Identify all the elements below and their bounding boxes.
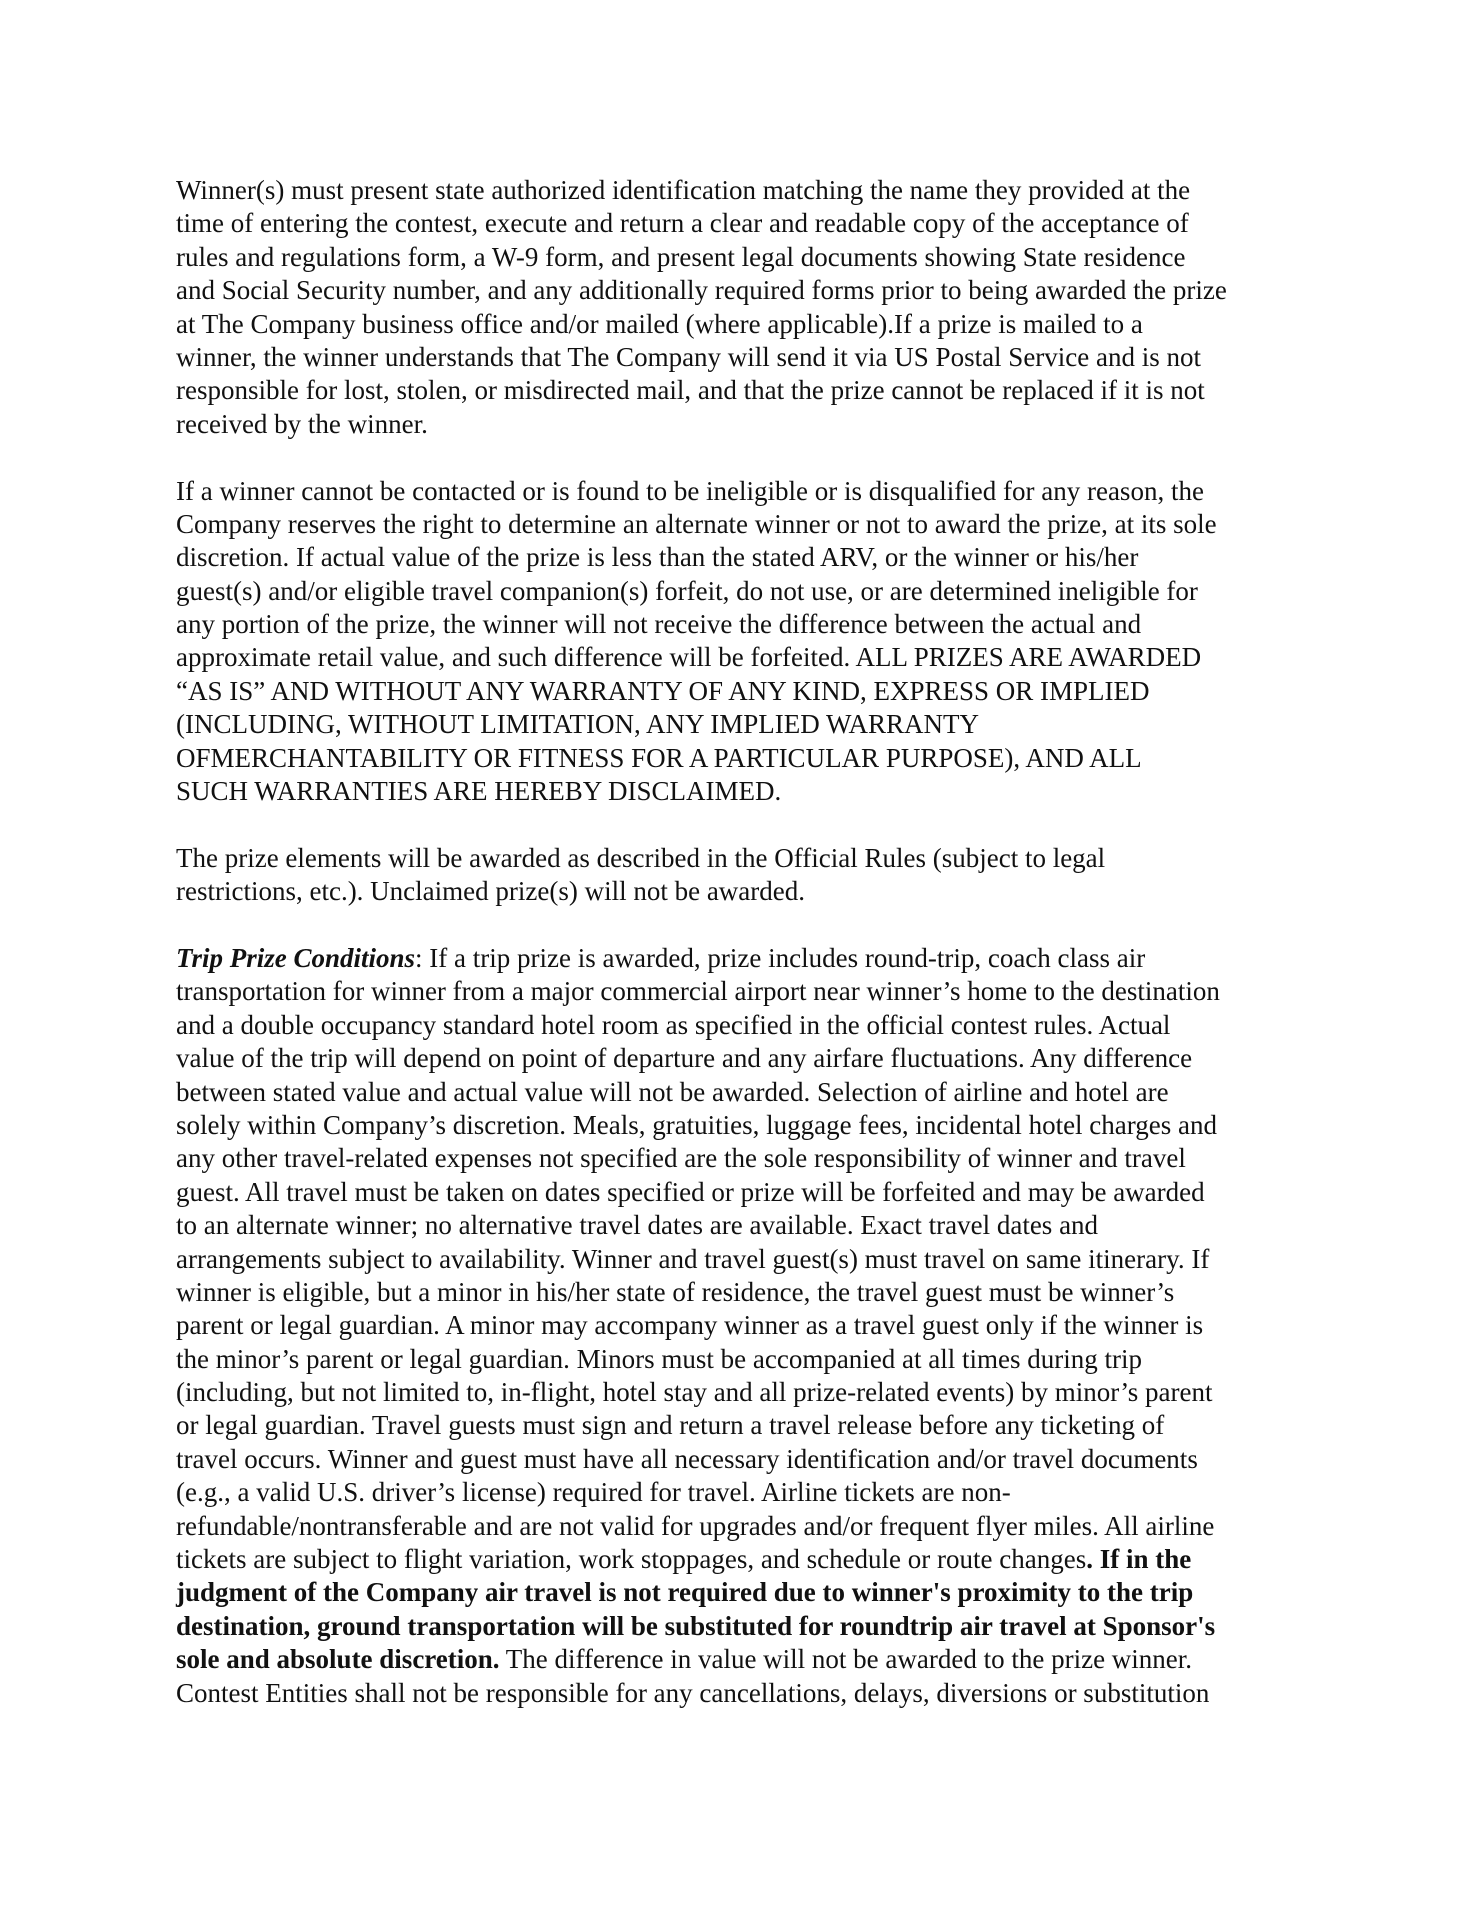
paragraph-spacer xyxy=(176,909,1316,942)
text-line: the minor’s parent or legal guardian. Minors must be accompanied at all times during trip xyxy=(176,1343,1143,1374)
text-line: refundable/nontransferable and are not valid for upgrades and/or frequent flyer miles. All airline xyxy=(176,1510,1215,1541)
text-line: winner is eligible, but a minor in his/her state of residence, the travel guest must be winner’s xyxy=(176,1276,1175,1307)
text-line: any other travel-related expenses not specified are the sole responsibility of winner and travel xyxy=(176,1143,1186,1174)
text-line: winner, the winner understands that The Company will send it via US Postal Service and is not xyxy=(176,341,1202,372)
text-line: guest(s) and/or eligible travel companion(s) forfeit, do not use, or are determined ineligible for xyxy=(176,575,1198,606)
text-line: guest. All travel must be taken on dates specified or prize will be forfeited and may be awarded xyxy=(176,1176,1205,1207)
text-span: The difference in value will not be awarded to the prize winner. xyxy=(499,1644,1193,1675)
section-heading: Trip Prize Conditions xyxy=(176,942,416,973)
paragraph-winner-identification xyxy=(176,174,1316,441)
text-line: parent or legal guardian. A minor may accompany winner as a travel guest only if the winner is xyxy=(176,1310,1204,1341)
text-line: Contest Entities shall not be responsible for any cancellations, delays, diversions or substitution xyxy=(176,1677,1210,1708)
text-line: transportation for winner from a major commercial airport near winner’s home to the destination xyxy=(176,976,1220,1007)
text-line: If a winner cannot be contacted or is found to be ineligible or is disqualified for any reason, the xyxy=(176,475,1204,506)
bold-text-line: destination, ground transportation will be substituted for roundtrip air travel at Sponsor's xyxy=(176,1610,1216,1641)
text-line xyxy=(176,1543,1316,1576)
paragraph-prize-elements xyxy=(176,842,1316,909)
text-line: Company reserves the right to determine an alternate winner or not to award the prize, at its sole xyxy=(176,508,1217,539)
paragraph-spacer xyxy=(176,808,1316,841)
text-line: Winner(s) must present state authorized identification matching the name they provided at the xyxy=(176,175,1191,205)
text-line: any portion of the prize, the winner will not receive the difference between the actual and xyxy=(176,609,1142,640)
text-line: approximate retail value, and such difference will be forfeited. ALL PRIZES ARE AWARDED xyxy=(176,642,1202,673)
text-line: SUCH WARRANTIES ARE HEREBY DISCLAIMED. xyxy=(176,776,782,807)
text-line xyxy=(176,1643,1316,1676)
text-line: “AS IS” AND WITHOUT ANY WARRANTY OF ANY KIND, EXPRESS OR IMPLIED xyxy=(176,675,1150,706)
text-line: and Social Security number, and any additionally required forms prior to being awarded the prize xyxy=(176,275,1227,306)
text-line: The prize elements will be awarded as described in the Official Rules (subject to legal xyxy=(176,842,1106,873)
bold-text-span: . If in the xyxy=(1086,1544,1192,1575)
document-body xyxy=(176,174,1316,1710)
text-line: to an alternate winner; no alternative travel dates are available. Exact travel dates and xyxy=(176,1210,1099,1241)
paragraph-spacer xyxy=(176,441,1316,474)
text-line: restrictions, etc.). Unclaimed prize(s) will not be awarded. xyxy=(176,876,806,907)
text-line: (including, but not limited to, in-flight, hotel stay and all prize-related events) by minor’s parent xyxy=(176,1377,1213,1408)
bold-text-span: sole and absolute discretion. xyxy=(176,1644,500,1675)
text-line xyxy=(176,942,1316,975)
paragraph-alternate-winner xyxy=(176,475,1316,809)
text-span: : If a trip prize is awarded, prize includes round-trip, coach class air xyxy=(415,942,1146,973)
text-line: solely within Company’s discretion. Meals, gratuities, luggage fees, incidental hotel charges and xyxy=(176,1109,1218,1140)
text-line: value of the trip will depend on point of departure and any airfare fluctuations. Any difference xyxy=(176,1043,1193,1074)
text-line: and a double occupancy standard hotel room as specified in the official contest rules. Actual xyxy=(176,1009,1171,1040)
paragraph-trip-prize-conditions xyxy=(176,942,1316,1710)
text-line: (INCLUDING, WITHOUT LIMITATION, ANY IMPLIED WARRANTY xyxy=(176,709,979,740)
text-line: OFMERCHANTABILITY OR FITNESS FOR A PARTICULAR PURPOSE), AND ALL xyxy=(176,742,1142,773)
text-line: responsible for lost, stolen, or misdirected mail, and that the prize cannot be replaced if it is not xyxy=(176,375,1205,406)
text-line: travel occurs. Winner and guest must have all necessary identification and/or travel documents xyxy=(176,1443,1198,1474)
bold-text-line: judgment of the Company air travel is not required due to winner's proximity to the trip xyxy=(176,1577,1194,1608)
text-line: arrangements subject to availability. Winner and travel guest(s) must travel on same itinerary. If xyxy=(176,1243,1210,1274)
text-line: discretion. If actual value of the prize is less than the stated ARV, or the winner or his/her xyxy=(176,542,1139,573)
text-line: received by the winner. xyxy=(176,408,428,439)
text-line: between stated value and actual value will not be awarded. Selection of airline and hotel are xyxy=(176,1076,1169,1107)
text-line: rules and regulations form, a W-9 form, and present legal documents showing State residence xyxy=(176,241,1186,272)
text-line: (e.g., a valid U.S. driver’s license) required for travel. Airline tickets are non- xyxy=(176,1477,1011,1508)
text-line: time of entering the contest, execute and return a clear and readable copy of the acceptance of xyxy=(176,208,1189,239)
text-line: or legal guardian. Travel guests must sign and return a travel release before any ticketing of xyxy=(176,1410,1165,1441)
text-line: at The Company business office and/or mailed (where applicable).If a prize is mailed to a xyxy=(176,308,1143,339)
text-span: tickets are subject to flight variation, work stoppages, and schedule or route changes xyxy=(176,1544,1087,1575)
